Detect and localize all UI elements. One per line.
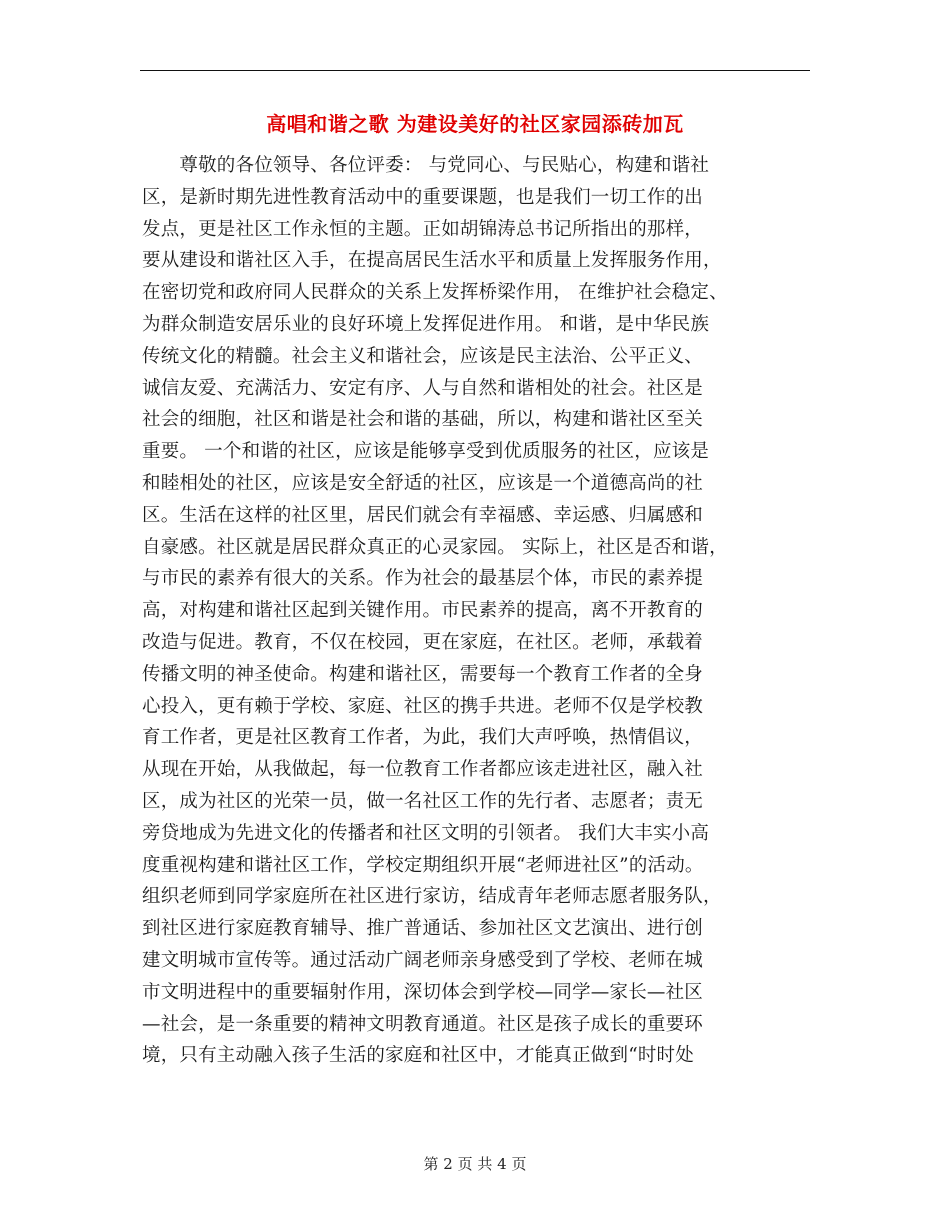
body-line: 区，成为社区的光荣一员，做一名社区工作的先行者、志愿者；责无 [142,790,704,812]
body-line: 到社区进行家庭教育辅导、推广普通话、参加社区文艺演出、进行创 [142,918,704,940]
body-line: 传统文化的精髓。社会主义和谐社会，应该是民主法治、公平正义、 [142,345,704,367]
body-line: 社会的细胞，社区和谐是社会和谐的基础，所以，构建和谐社区至关 [142,409,704,431]
body-line: 度重视构建和谐社区工作，学校定期组织开展“老师进社区”的活动。 [142,854,704,876]
document-body [142,150,812,1072]
body-line: 重要。 一个和谐的社区，应该是能够享受到优质服务的社区，应该是 [142,441,710,463]
body-line: 区，是新时期先进性教育活动中的重要课题，也是我们一切工作的出 [142,186,704,208]
body-line: 传播文明的神圣使命。构建和谐社区，需要每一个教育工作者的全身 [142,663,704,685]
body-line: 尊敬的各位领导、各位评委： 与党同心、与民贴心，构建和谐社 [142,155,710,176]
body-line: 区。生活在这样的社区里，居民们就会有幸福感、幸运感、归属感和 [142,504,704,526]
body-line: 为群众制造安居乐业的良好环境上发挥促进作用。 和谐，是中华民族 [142,313,710,335]
body-line: 在密切党和政府同人民群众的关系上发挥桥梁作用， 在维护社会稳定、 [142,282,728,304]
body-line: 高，对构建和谐社区起到关键作用。市民素养的提高，离不开教育的 [142,600,704,622]
body-line: 建文明城市宣传等。通过活动广阔老师亲身感受到了学校、老师在城 [142,949,704,971]
document-title: 高唱和谐之歌 为建设美好的社区家园添砖加瓦 [266,112,684,136]
body-line: 发点，更是社区工作永恒的主题。正如胡锦涛总书记所指出的那样， [142,218,704,240]
body-line: 境，只有主动融入孩子生活的家庭和社区中，才能真正做到“时时处 [142,1045,694,1067]
page-number: 第 2 页 共 4 页 [423,1155,527,1173]
body-line: 诚信友爱、充满活力、安定有序、人与自然和谐相处的社会。社区是 [142,377,704,399]
body-line: 改造与促进。教育，不仅在校园，更在家庭，在社区。老师，承载着 [142,631,704,653]
body-line: —社会，是一条重要的精神文明教育通道。社区是孩子成长的重要环 [142,1013,704,1035]
header-rule [140,70,810,71]
body-line: 旁贷地成为先进文化的传播者和社区文明的引领者。 我们大丰实小高 [142,822,710,844]
body-line: 心投入，更有赖于学校、家庭、社区的携手共进。老师不仅是学校教 [142,695,704,717]
body-line: 育工作者，更是社区教育工作者，为此，我们大声呼唤，热情倡议， [142,727,704,749]
body-line: 从现在开始，从我做起，每一位教育工作者都应该走进社区，融入社 [142,759,704,781]
body-line: 和睦相处的社区，应该是安全舒适的社区，应该是一个道德高尚的社 [142,472,704,494]
body-line: 市文明进程中的重要辐射作用，深切体会到学校—同学—家长—社区 [142,981,704,1003]
body-line: 要从建设和谐社区入手，在提高居民生活水平和质量上发挥服务作用， [142,250,722,272]
body-line: 组织老师到同学家庭所在社区进行家访，结成青年老师志愿者服务队， [142,886,722,908]
body-line: 与市民的素养有很大的关系。作为社会的最基层个体，市民的素养提 [142,568,704,590]
body-line: 自豪感。社区就是居民群众真正的心灵家园。 实际上，社区是否和谐， [142,536,728,558]
